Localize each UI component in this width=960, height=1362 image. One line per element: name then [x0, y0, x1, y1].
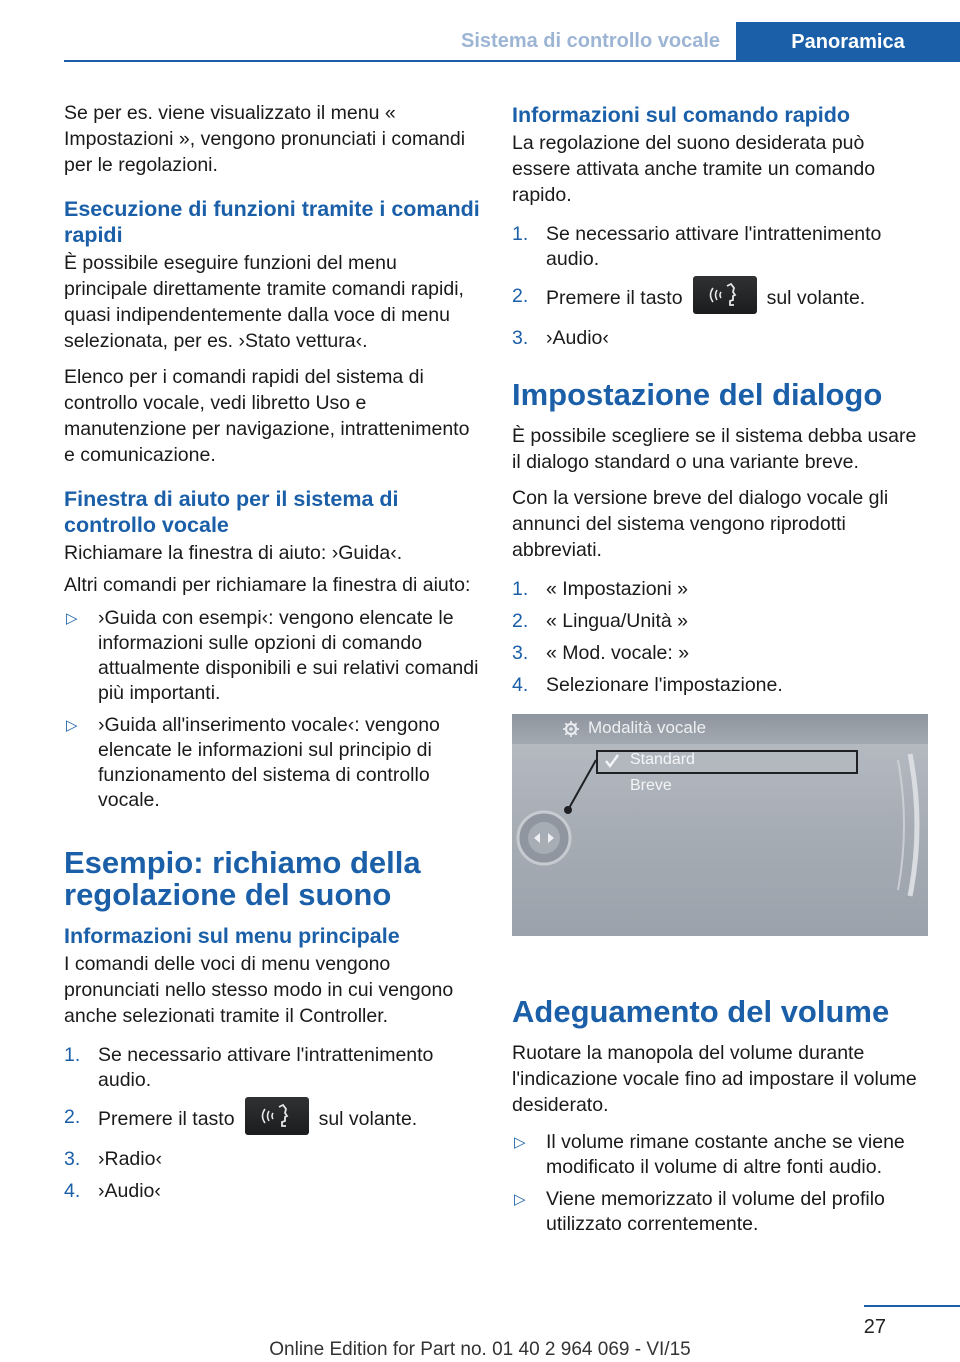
- mainmenu-paragraph: I comandi delle voci di menu vengono pronunciati nello stesso modo in cui vengono anche selezionati tramite il Controller.: [64, 953, 454, 1027]
- voice-button-icon: [693, 276, 757, 314]
- step-text: Selezionare l'impostazione.: [546, 674, 783, 696]
- step-text: Se necessario attivare l'intrattenimento audio.: [546, 223, 882, 270]
- list-item: [64, 1147, 480, 1172]
- quick-paragraph-2: Elenco per i comandi rapidi del sistema di controllo vocale, vedi libretto Uso e manutenzione per navigazione, intrattenimento e comunicazione.: [64, 366, 470, 466]
- header-section-title: Sistema di controllo vocale: [461, 30, 720, 52]
- controller-pointer-graphic: [512, 714, 928, 936]
- page-header: [0, 0, 960, 62]
- list-item: [64, 606, 480, 706]
- list-item: [512, 1130, 928, 1180]
- triangle-bullet-icon: ▷: [66, 717, 78, 734]
- step-text: « Mod. vocale: »: [546, 642, 690, 664]
- quickinfo-paragraph: La regolazione del suono desiderata può essere attivata anche tramite un comando rapido.: [512, 132, 876, 206]
- list-item-text: ›Guida all'inserimento vocale‹: vengono elencate le informazioni sul principio di funzionamento del sistema di controllo vocale.: [98, 714, 440, 811]
- heading-main-menu-info: Informazioni sul menu principale: [64, 924, 400, 948]
- step-text: Premere il tasto: [546, 287, 683, 310]
- footer-rule: [864, 1305, 960, 1307]
- step-text: « Impostazioni »: [546, 578, 688, 600]
- step-text: Se necessario attivare l'intrattenimento audio.: [98, 1044, 434, 1091]
- step-number: 3.: [512, 327, 529, 349]
- main-menu-steps: [64, 1043, 480, 1204]
- option-standard: Standard: [630, 751, 695, 768]
- list-item-text: Viene memorizzato il volume del profilo utilizzato correntemente.: [546, 1188, 885, 1235]
- step-number: 2.: [512, 610, 529, 632]
- list-item: [512, 1187, 928, 1237]
- list-item: [64, 1105, 480, 1135]
- step-number: 4.: [512, 674, 529, 696]
- step-number: 3.: [512, 642, 529, 664]
- quick-command-steps: [512, 222, 928, 351]
- list-item: [512, 641, 928, 666]
- help-list: [64, 606, 480, 813]
- heading-quick-commands: Esecuzione di funzioni tramite i comandi rapidi: [64, 197, 480, 247]
- right-column: [512, 100, 928, 1244]
- step-text: sul volante.: [766, 287, 866, 310]
- help-paragraph-1: Richiamare la finestra di aiuto: ›Guida‹.: [64, 542, 403, 564]
- triangle-bullet-icon: ▷: [514, 1134, 526, 1151]
- heading-quick-command-info: Informazioni sul comando rapido: [512, 103, 851, 127]
- header-tab: Panoramica: [736, 22, 960, 62]
- step-text: « Lingua/Unità »: [546, 610, 689, 632]
- intro-paragraph: Se per es. viene visualizzato il menu « Impostazioni », vengono pronunciati i comandi per le regolazioni.: [64, 102, 466, 176]
- option-short: Breve: [630, 777, 672, 794]
- triangle-bullet-icon: ▷: [514, 1191, 526, 1208]
- dialog-paragraph-2: Con la versione breve del dialogo vocale gli annunci del sistema vengono riprodotti abbreviati.: [512, 487, 889, 561]
- list-item: [64, 1043, 480, 1093]
- step-number: 3.: [64, 1148, 81, 1170]
- heading-example: Esempio: richiamo della regolazione del suono: [64, 845, 421, 912]
- volume-paragraph: Ruotare la manopola del volume durante l'indicazione vocale fino ad impostare il volume desiderato.: [512, 1042, 917, 1116]
- page-number: 27: [863, 1316, 886, 1338]
- left-column: [64, 100, 480, 1211]
- list-item: [512, 609, 928, 634]
- volume-list: [512, 1130, 928, 1237]
- list-item: [512, 284, 928, 314]
- list-item: [512, 326, 928, 351]
- heading-dialog-setting: Impostazione del dialogo: [512, 377, 883, 412]
- dialog-steps: [512, 577, 928, 698]
- screen-title: Modalità vocale: [588, 718, 707, 737]
- list-item: [512, 577, 928, 602]
- step-text: Premere il tasto: [98, 1108, 235, 1131]
- list-item: [64, 713, 480, 813]
- quick-paragraph-1: È possibile eseguire funzioni del menu principale direttamente tramite comandi rapidi, quasi indipendentemente dalla voce di menu selezionata, per es. ›Stato vettura‹.: [64, 252, 464, 352]
- heading-help-window: Finestra di aiuto per il sistema di controllo vocale: [64, 487, 399, 537]
- voice-button-icon: [245, 1097, 309, 1135]
- idrive-screen-illustration: [512, 714, 928, 936]
- list-item: [512, 673, 928, 698]
- step-number: 2.: [64, 1106, 81, 1128]
- step-number: 1.: [512, 223, 529, 245]
- list-item-text: ›Guida con esempi‹: vengono elencate le informazioni sulle opzioni di comando attualmente disponibili e sui relativi comandi più importanti.: [98, 607, 479, 704]
- edition-note: Online Edition for Part no. 01 40 2 964 069 - VI/15: [269, 1339, 691, 1360]
- step-text: ›Radio‹: [98, 1148, 162, 1170]
- list-item-text: Il volume rimane costante anche se viene modificato il volume di altre fonti audio.: [546, 1131, 905, 1178]
- step-number: 1.: [512, 578, 529, 600]
- step-text: ›Audio‹: [546, 327, 609, 349]
- step-text: ›Audio‹: [98, 1180, 161, 1202]
- header-rule: [64, 60, 960, 62]
- heading-volume: Adeguamento del volume: [512, 994, 890, 1029]
- dialog-paragraph-1: È possibile scegliere se il sistema debba usare il dialogo standard o una variante breve.: [512, 425, 917, 473]
- help-paragraph-2: Altri comandi per richiamare la finestra di aiuto:: [64, 574, 471, 596]
- step-number: 1.: [64, 1044, 81, 1066]
- step-text: sul volante.: [318, 1108, 418, 1131]
- list-item: [512, 222, 928, 272]
- step-number: 2.: [512, 285, 529, 307]
- triangle-bullet-icon: ▷: [66, 610, 78, 627]
- step-number: 4.: [64, 1180, 81, 1202]
- list-item: [64, 1179, 480, 1204]
